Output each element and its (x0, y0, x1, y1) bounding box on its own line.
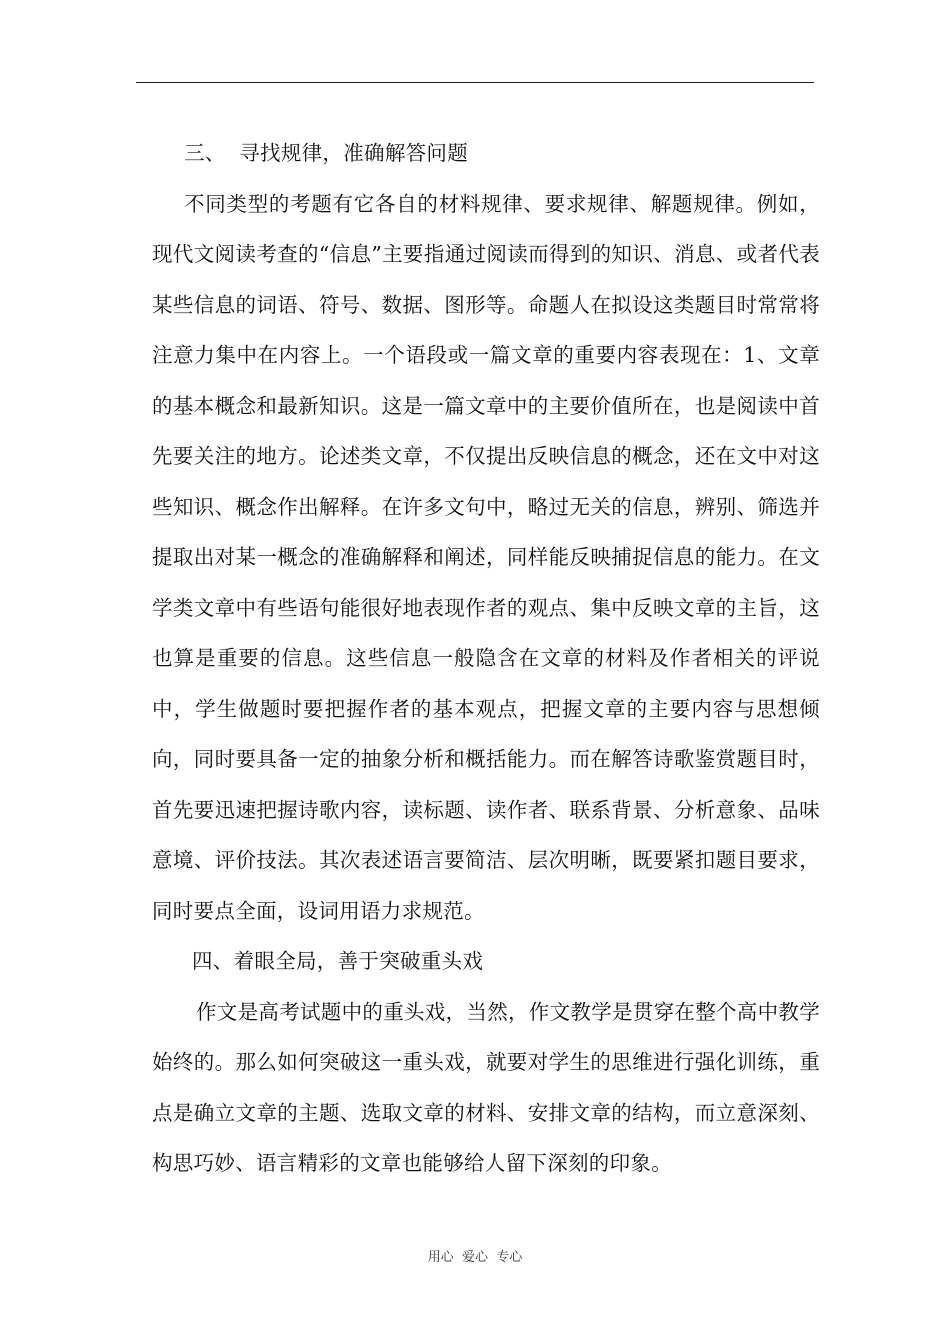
page-footer: 用心 爱心 专心 (427, 1250, 523, 1265)
section-paragraph-3: 不同类型的考题有它各自的材料规律、要求规律、解题规律。例如，现代文阅读考查的“信息”主要指通过阅读而得到的知识、消息、或者代表某些信息的词语、符号、数据、图形等。命题人在拟设这类题目时常常将注意力集中在内容上。一个语段或一篇文章的重要内容表现在：1、文章的基本概念和最新知识。这是一篇文章中的主要价值所在，也是阅读中首先要关注的地方。论述类文章，不仅提出反映信息的概念，还在文中对这些知识、概念作出解释。在许多文句中，略过无关的信息，辨别、筛选并提取出对某一概念的准确解释和阐述，同样能反映捕捉信息的能力。在文学类文章中有些语句能很好地表现作者的观点、集中反映文章的主旨，这也算是重要的信息。这些信息一般隐含在文章的材料及作者相关的评说中，学生做题时要把握作者的基本观点，把握文章的主要内容与思想倾向，同时要具备一定的抽象分析和概括能力。而在解答诗歌鉴赏题目时，首先要迅速把握诗歌内容，读标题、读作者、联系背景、分析意象、品味意境、评价技法。其次表述语言要简洁、层次明晰，既要紧扣题目要求，同时要点全面，设词用语力求规范。 (152, 191, 820, 923)
section-heading-4: 四、着眼全局，善于突破重头戏 (192, 949, 484, 973)
section-heading-3: 三、 寻找规律，准确解答问题 (184, 141, 469, 165)
header-rule (136, 82, 814, 83)
section-paragraph-4: 作文是高考试题中的重头戏，当然，作文教学是贯穿在整个高中教学始终的。那么如何突破这一重头戏，就要对学生的思维进行强化训练，重点是确立文章的主题、选取文章的材料、安排文章的结构，而立意深刻、构思巧妙、语言精彩的文章也能够给人留下深刻的印象。 (152, 999, 820, 1175)
document-body (152, 128, 820, 1189)
